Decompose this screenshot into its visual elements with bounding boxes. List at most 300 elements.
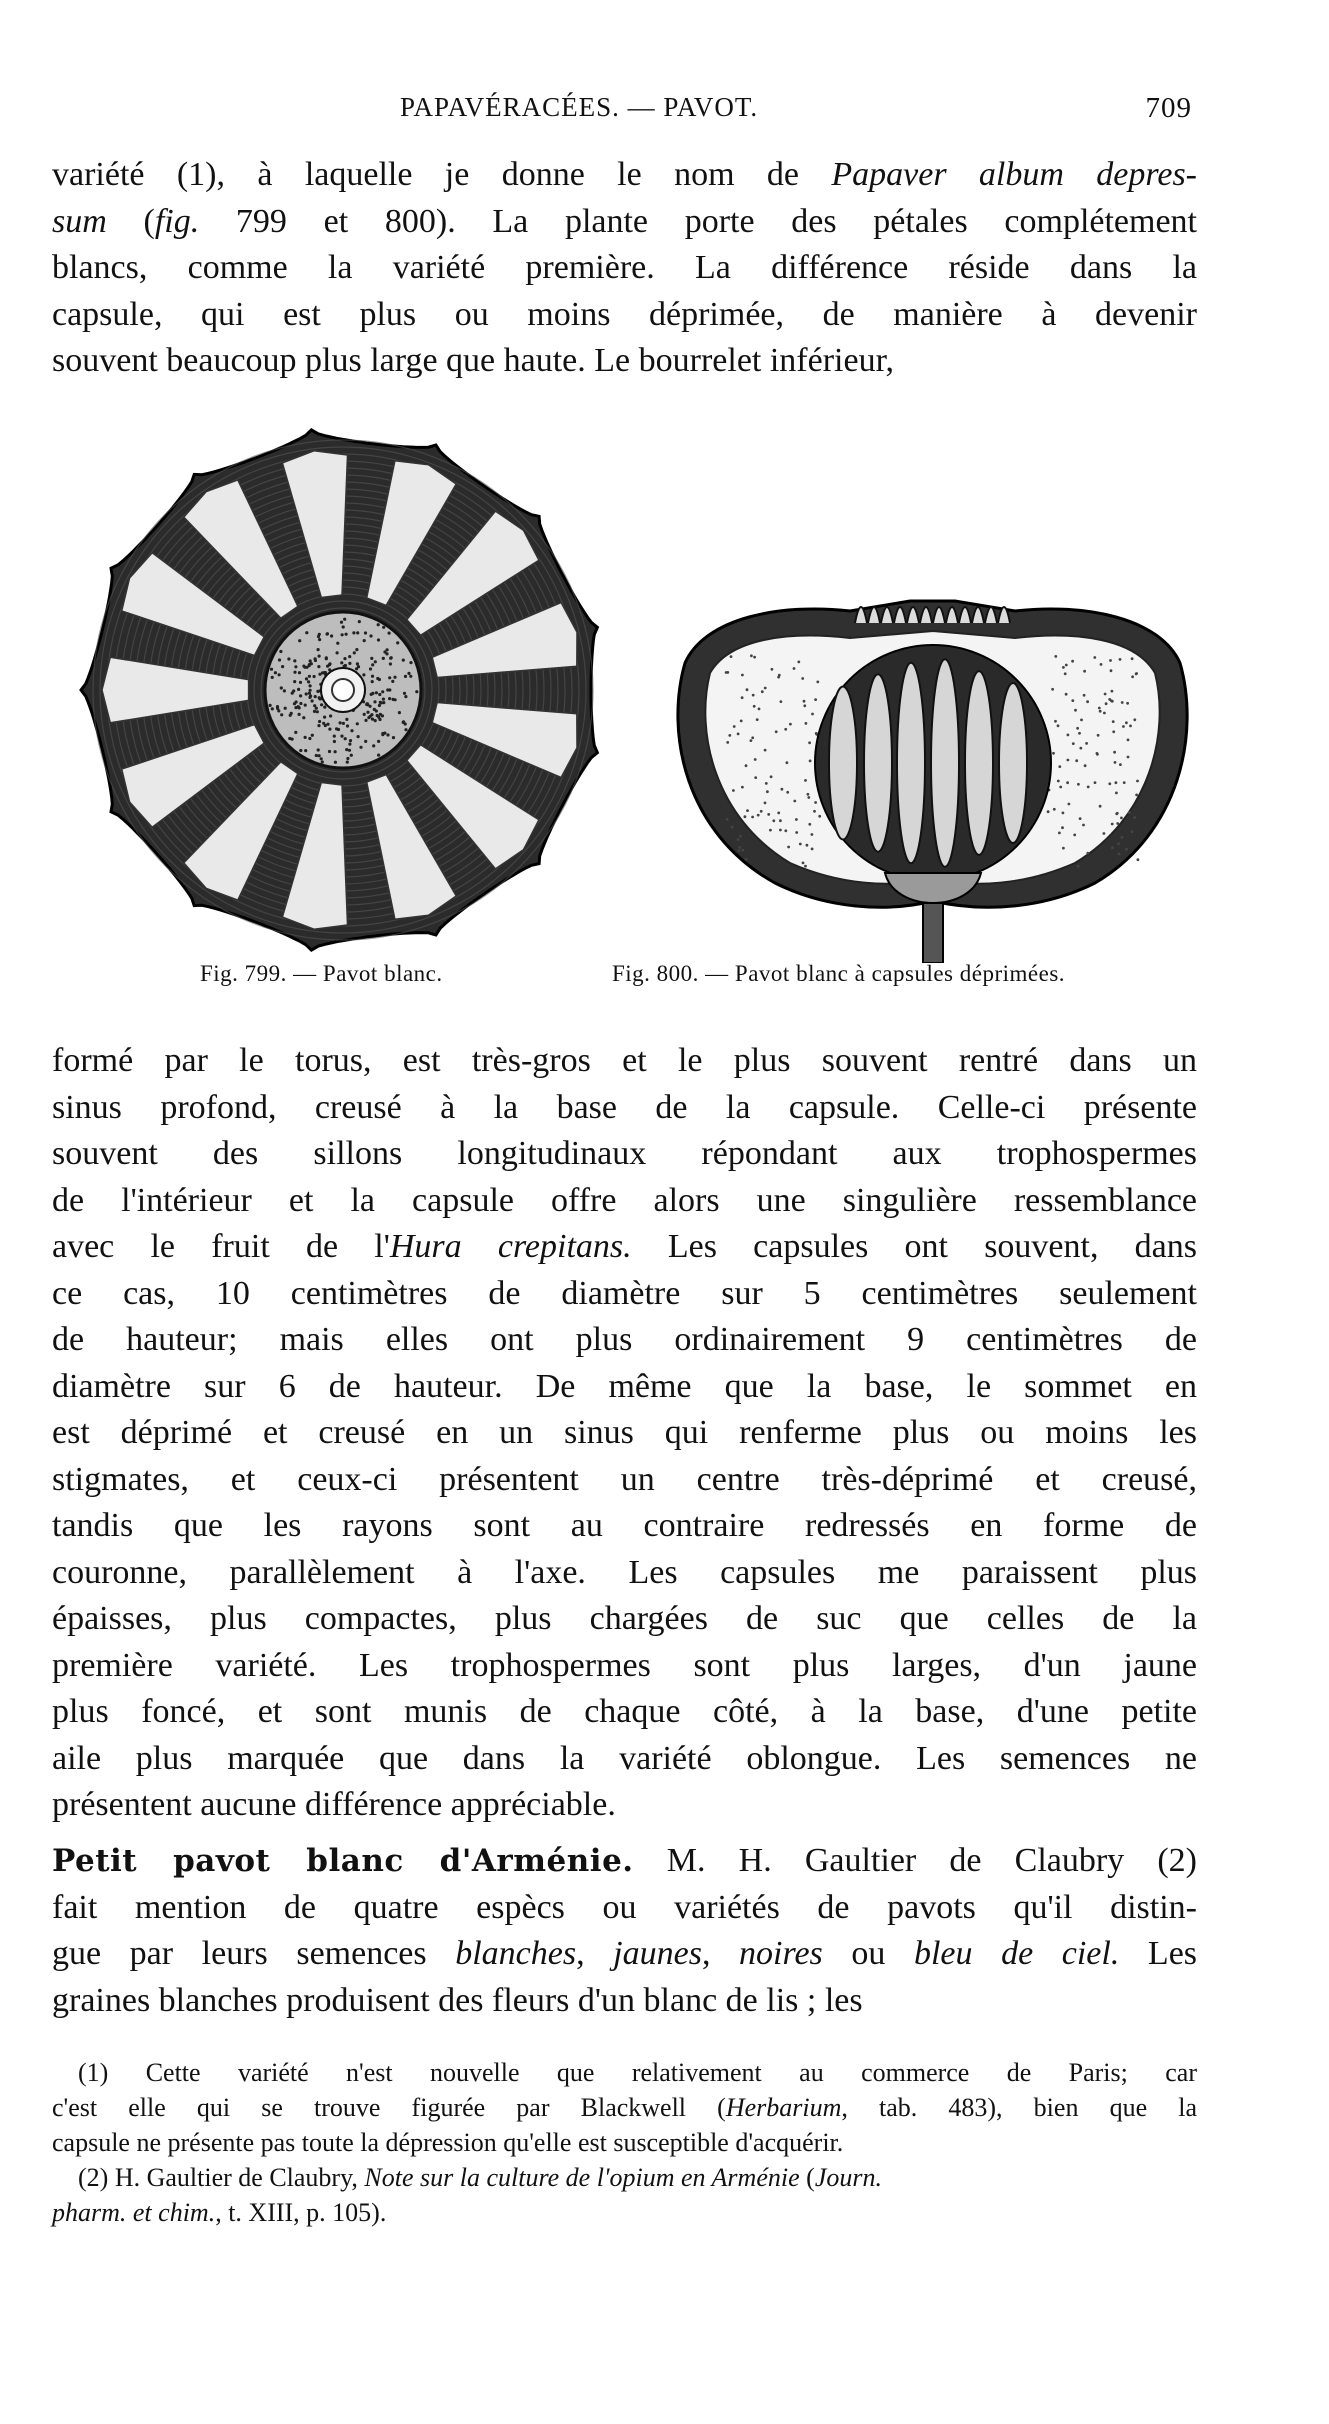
stipple-dot — [358, 620, 361, 623]
seed-dot — [751, 816, 754, 819]
stipple-dot — [326, 723, 329, 726]
seed-dot — [1115, 781, 1118, 784]
italic-text: fig. — [154, 202, 200, 240]
seed-dot — [767, 813, 770, 816]
stipple-dot — [298, 706, 301, 709]
seed-dot — [1120, 817, 1123, 820]
seed-dot — [793, 667, 796, 670]
seed-dot — [1115, 792, 1118, 795]
seed-dot — [1109, 659, 1112, 662]
stipple-dot — [393, 676, 396, 679]
stipple-dot — [299, 702, 302, 705]
seed-dot — [1135, 673, 1138, 676]
footnote-line: pharm. et chim., t. XIII, p. 105). — [52, 2198, 387, 2227]
seed-dot — [750, 739, 753, 742]
figure-800-caption: Fig. 800. — Pavot blanc à capsules déprimées. — [612, 961, 1066, 986]
running-title: PAPAVÉRACÉES. — PAVOT. — [400, 92, 759, 122]
stipple-dot — [334, 750, 337, 753]
seed-dot — [730, 655, 733, 658]
seed-dot — [1099, 805, 1102, 808]
trophosperm-plate — [864, 674, 892, 852]
stipple-dot — [302, 716, 305, 719]
stipple-dot — [340, 661, 343, 664]
seed-dot — [1075, 759, 1078, 762]
stipple-dot — [316, 710, 319, 713]
stipple-dot — [317, 724, 320, 727]
seed-dot — [1080, 719, 1083, 722]
stipple-dot — [377, 638, 380, 641]
stipple-dot — [318, 655, 321, 658]
italic-text: Note sur la culture de l'opium en Arménie — [364, 2163, 800, 2192]
seed-dot — [770, 775, 773, 778]
stipple-dot — [345, 718, 348, 721]
text-line: formé par le torus, est très-gros et le plus souvent rentré dans un — [52, 1042, 1197, 1079]
poppy-capsule-top-illustration — [62, 408, 624, 968]
stipple-dot — [357, 735, 360, 738]
seed-dot — [1122, 725, 1125, 728]
seed-dot — [1094, 781, 1097, 784]
seed-dot — [806, 844, 809, 847]
stipple-dot — [377, 623, 380, 626]
stipple-dot — [320, 757, 323, 760]
text-line: est déprimé et creusé en un sinus qui renferme plus ou moins les — [52, 1414, 1197, 1451]
stipple-dot — [348, 662, 351, 665]
seed-dot — [1085, 742, 1088, 745]
stipple-dot — [371, 675, 374, 678]
seed-dot — [1082, 824, 1085, 827]
stipple-dot — [343, 657, 346, 660]
stipple-dot — [402, 659, 405, 662]
seed-dot — [753, 656, 756, 659]
stipple-dot — [287, 657, 290, 660]
stipple-dot — [335, 727, 338, 730]
seed-dot — [1135, 794, 1138, 797]
stipple-dot — [321, 760, 324, 763]
stipple-dot — [299, 681, 302, 684]
footnote-line: capsule ne présente pas toute la dépression qu'elle est susceptible d'acquérir. — [52, 2128, 844, 2157]
stipple-dot — [318, 697, 321, 700]
seed-dot — [777, 812, 780, 815]
seed-dot — [1053, 808, 1056, 811]
stipple-dot — [329, 714, 332, 717]
seed-dot — [804, 779, 807, 782]
stipple-dot — [342, 625, 345, 628]
seed-dot — [1121, 701, 1124, 704]
stipple-dot — [277, 709, 280, 712]
stipple-dot — [328, 750, 331, 753]
stipple-dot — [388, 697, 391, 700]
stipple-dot — [323, 716, 326, 719]
section-lead: Petit pavot blanc d'Arménie. — [52, 1843, 634, 1879]
trophosperm-plate — [965, 671, 993, 855]
stipple-dot — [316, 690, 319, 693]
italic-text: noires — [739, 1935, 823, 1972]
seed-dot — [746, 809, 749, 812]
stipple-dot — [377, 716, 380, 719]
stipple-dot — [381, 714, 384, 717]
seed-dot — [1057, 724, 1060, 727]
stipple-dot — [283, 689, 286, 692]
stipple-dot — [328, 662, 331, 665]
italic-text: Papaver album depres- — [831, 156, 1198, 193]
seed-dot — [764, 802, 767, 805]
seed-dot — [814, 698, 817, 701]
stipple-dot — [382, 698, 385, 701]
stipple-dot — [339, 721, 342, 724]
stipple-dot — [381, 732, 384, 735]
figure-800-poppy-capsule-section — [655, 583, 1210, 963]
stipple-dot — [363, 713, 366, 716]
seed-dot — [779, 829, 782, 832]
stipple-dot — [402, 720, 405, 723]
seed-dot — [787, 846, 790, 849]
seed-dot — [1068, 803, 1071, 806]
stipple-dot — [348, 749, 351, 752]
stipple-dot — [280, 686, 283, 689]
stipple-dot — [389, 662, 392, 665]
seed-dot — [1133, 718, 1136, 721]
seed-dot — [811, 848, 814, 851]
stipple-dot — [308, 737, 311, 740]
seed-dot — [752, 694, 755, 697]
seed-dot — [1062, 847, 1065, 850]
text-line: capsule, qui est plus ou moins déprimée, de manière à devenir — [52, 295, 1197, 333]
seed-dot — [808, 823, 811, 826]
text-line: présentent aucune différence appréciable. — [52, 1786, 616, 1823]
stipple-dot — [386, 688, 389, 691]
text-line: souvent beaucoup plus large que haute. Le bourrelet inférieur, — [52, 342, 895, 379]
seed-dot — [1062, 812, 1065, 815]
text-line: première variété. Les trophospermes sont plus larges, d'un jaune — [52, 1646, 1197, 1684]
text-line: fait mention de quatre espècs ou variétés de pavots qu'il distin- — [52, 1888, 1197, 1926]
stipple-dot — [271, 707, 274, 710]
seed-dot — [1054, 655, 1057, 658]
stipple-dot — [342, 722, 345, 725]
stipple-dot — [330, 634, 333, 637]
stipple-dot — [382, 657, 385, 660]
stipple-dot — [305, 692, 308, 695]
stipple-dot — [370, 657, 373, 660]
seed-dot — [1059, 786, 1062, 789]
seed-dot — [1104, 693, 1107, 696]
seed-dot — [1098, 707, 1101, 710]
seed-dot — [811, 833, 814, 836]
stipple-dot — [293, 680, 296, 683]
seed-dot — [758, 708, 761, 711]
seed-dot — [1067, 734, 1070, 737]
stipple-dot — [317, 635, 320, 638]
figure-799-caption: Fig. 799. — Pavot blanc. — [200, 961, 443, 986]
stipple-dot — [326, 633, 329, 636]
seed-dot — [728, 734, 731, 737]
seed-dot — [753, 705, 756, 708]
stipple-dot — [284, 707, 287, 710]
seed-dot — [1057, 780, 1060, 783]
seed-dot — [1076, 727, 1079, 730]
seed-dot — [1073, 834, 1076, 837]
stipple-dot — [356, 662, 359, 665]
stipple-dot — [346, 724, 349, 727]
stipple-dot — [304, 749, 307, 752]
seed-dot — [809, 760, 812, 763]
stem — [923, 903, 943, 963]
seed-dot — [1074, 709, 1077, 712]
seed-dot — [1077, 865, 1080, 868]
seed-dot — [726, 818, 729, 821]
stipple-dot — [371, 692, 374, 695]
text-line: Petit pavot blanc d'Arménie. M. H. Gaultier de Claubry (2) — [52, 1842, 1197, 1879]
stipple-dot — [304, 736, 307, 739]
seed-dot — [725, 671, 728, 674]
italic-text: pharm. et chim. — [52, 2198, 216, 2227]
stipple-dot — [341, 633, 344, 636]
seed-dot — [780, 700, 783, 703]
seed-dot — [803, 704, 806, 707]
text-line: sinus profond, creusé à la base de la capsule. Celle-ci présente — [52, 1088, 1197, 1126]
seed-dot — [1100, 663, 1103, 666]
stipple-dot — [382, 626, 385, 629]
text-line: aile plus marquée que dans la variété oblongue. Les semences ne — [52, 1739, 1197, 1777]
stipple-dot — [373, 700, 376, 703]
seed-dot — [1115, 812, 1118, 815]
seed-dot — [803, 700, 806, 703]
seed-dot — [778, 674, 781, 677]
trophosperm-plate — [897, 663, 925, 864]
seed-dot — [1111, 846, 1114, 849]
stipple-dot — [404, 695, 407, 698]
stipple-dot — [348, 743, 351, 746]
italic-text: Hura crepitans. — [389, 1228, 632, 1265]
text-line: stigmates, et ceux-ci présentent un centre très-déprimé et creusé, — [52, 1460, 1197, 1498]
stipple-dot — [371, 663, 374, 666]
seed-dot — [1077, 783, 1080, 786]
stipple-dot — [308, 692, 311, 695]
stipple-dot — [333, 735, 336, 738]
stipple-dot — [353, 651, 356, 654]
seed-dot — [805, 722, 808, 725]
seed-dot — [808, 741, 811, 744]
stipple-dot — [298, 671, 301, 674]
stipple-dot — [383, 650, 386, 653]
seed-dot — [751, 736, 754, 739]
seed-dot — [732, 789, 735, 792]
stipple-dot — [371, 718, 374, 721]
seed-dot — [1112, 730, 1115, 733]
stipple-dot — [352, 631, 355, 634]
seed-dot — [1108, 782, 1111, 785]
paragraph-3 — [52, 1838, 1197, 2024]
seed-dot — [1096, 752, 1099, 755]
stipple-dot — [369, 634, 372, 637]
seed-dot — [738, 849, 741, 852]
stipple-dot — [404, 675, 407, 678]
seed-dot — [740, 720, 743, 723]
stipple-dot — [336, 651, 339, 654]
seed-dot — [1054, 720, 1057, 723]
stipple-dot — [309, 689, 312, 692]
stipple-dot — [308, 675, 311, 678]
seed-dot — [795, 831, 798, 834]
stipple-dot — [313, 710, 316, 713]
text-line: de l'intérieur et la capsule offre alors une singulière ressemblance — [52, 1181, 1197, 1219]
seed-dot — [745, 858, 748, 861]
text-line: graines blanches produisent des fleurs d'un blanc de lis ; les — [52, 1981, 863, 2019]
stipple-dot — [376, 677, 379, 680]
stipple-dot — [302, 665, 305, 668]
seed-dot — [1126, 702, 1129, 705]
seed-dot — [750, 654, 753, 657]
stipple-dot — [370, 713, 373, 716]
text-line: avec le fruit de l'Hura crepitans. Les capsules ont souvent, dans — [52, 1228, 1198, 1265]
stipple-dot — [345, 633, 348, 636]
stipple-dot — [322, 722, 325, 725]
seed-dot — [1065, 693, 1068, 696]
stipple-dot — [350, 754, 353, 757]
seed-dot — [739, 835, 742, 838]
seed-dot — [754, 758, 757, 761]
stipple-dot — [348, 655, 351, 658]
stipple-dot — [314, 695, 317, 698]
stipple-dot — [366, 702, 369, 705]
footnotes — [52, 2055, 1197, 2230]
running-head — [52, 92, 1192, 136]
trophosperm-plate — [999, 683, 1027, 843]
stipple-dot — [369, 667, 372, 670]
seed-dot — [1113, 751, 1116, 754]
seed-dot — [814, 801, 817, 804]
text-line: plus foncé, et sont munis de chaque côté, à la base, d'une petite — [52, 1693, 1197, 1730]
seed-dot — [1111, 823, 1114, 826]
stipple-dot — [346, 761, 349, 764]
stipple-dot — [396, 641, 399, 644]
seed-dot — [1131, 675, 1134, 678]
seed-dot — [1137, 858, 1140, 861]
seed-dot — [737, 838, 740, 841]
stipple-dot — [409, 661, 412, 664]
stipple-dot — [305, 677, 308, 680]
seed-dot — [741, 849, 744, 852]
italic-text: Journ. — [814, 2163, 882, 2192]
stipple-dot — [276, 705, 279, 708]
stipple-dot — [388, 676, 391, 679]
seed-dot — [1052, 752, 1055, 755]
stipple-dot — [364, 719, 367, 722]
seed-dot — [1112, 720, 1115, 723]
stipple-dot — [367, 716, 370, 719]
stipple-dot — [323, 706, 326, 709]
stipple-dot — [278, 658, 281, 661]
stipple-dot — [308, 696, 311, 699]
seed-dot — [1065, 664, 1068, 667]
stipple-dot — [377, 754, 380, 757]
stipple-dot — [294, 731, 297, 734]
stipple-dot — [298, 639, 301, 642]
stipple-dot — [364, 631, 367, 634]
text-line: gue par leurs semences blanches, jaunes, noires ou bleu de ciel. Les — [52, 1935, 1198, 1972]
stipple-dot — [317, 648, 320, 651]
paragraph-2 — [52, 1038, 1197, 1829]
seed-dot — [764, 687, 767, 690]
stipple-dot — [378, 704, 381, 707]
stipple-dot — [375, 691, 378, 694]
seed-dot — [786, 791, 789, 794]
stipple-dot — [355, 667, 358, 670]
seed-dot — [1131, 830, 1134, 833]
center-pore — [332, 679, 354, 701]
seed-dot — [1114, 761, 1117, 764]
text-line: couronne, parallèlement à l'axe. Les capsules me paraissent plus — [52, 1553, 1197, 1591]
seed-dot — [807, 796, 810, 799]
stipple-dot — [320, 703, 323, 706]
seed-dot — [772, 819, 775, 822]
stipple-dot — [270, 668, 273, 671]
seed-dot — [811, 713, 814, 716]
seed-dot — [789, 723, 792, 726]
stipple-dot — [307, 680, 310, 683]
seed-dot — [1066, 781, 1069, 784]
seed-dot — [1062, 666, 1065, 669]
seed-dot — [1078, 732, 1081, 735]
seed-dot — [1071, 699, 1074, 702]
stipple-dot — [304, 704, 307, 707]
stipple-dot — [314, 657, 317, 660]
stipple-dot — [317, 748, 320, 751]
stipple-dot — [294, 706, 297, 709]
seed-dot — [815, 732, 818, 735]
seed-dot — [799, 843, 802, 846]
seed-dot — [816, 681, 819, 684]
paragraph-1 — [52, 152, 1197, 385]
stipple-dot — [293, 671, 296, 674]
text-line: épaisses, plus compactes, plus chargées de suc que celles de la — [52, 1600, 1197, 1637]
seed-dot — [1129, 725, 1132, 728]
figure-799-poppy-capsule-top-view — [62, 408, 624, 968]
seed-dot — [754, 776, 757, 779]
text-line: de hauteur; mais elles ont plus ordinairement 9 centimètres de — [52, 1321, 1197, 1358]
seed-dot — [1127, 739, 1130, 742]
stipple-dot — [313, 675, 316, 678]
seed-dot — [793, 800, 796, 803]
seed-dot — [765, 782, 768, 785]
text-line: tandis que les rayons sont au contraire redressés en forme de — [52, 1507, 1197, 1544]
seed-dot — [1093, 656, 1096, 659]
seed-dot — [1086, 700, 1089, 703]
stipple-dot — [299, 694, 302, 697]
seed-dot — [745, 764, 748, 767]
seed-dot — [1119, 763, 1122, 766]
seed-dot — [1064, 672, 1067, 675]
stipple-dot — [407, 672, 410, 675]
stipple-dot — [404, 728, 407, 731]
seed-dot — [1083, 670, 1086, 673]
text-line: diamètre sur 6 de hauteur. De même que la base, le sommet en — [52, 1367, 1197, 1405]
stipple-dot — [392, 698, 395, 701]
stipple-dot — [377, 740, 380, 743]
seed-dot — [764, 749, 767, 752]
stipple-dot — [311, 699, 314, 702]
seed-dot — [1128, 811, 1131, 814]
seed-dot — [726, 741, 729, 744]
seed-dot — [1071, 660, 1074, 663]
stipple-dot — [318, 754, 321, 757]
stipple-dot — [317, 665, 320, 668]
stipple-dot — [305, 631, 308, 634]
stipple-dot — [340, 735, 343, 738]
seed-dot — [761, 690, 764, 693]
seed-dot — [1084, 764, 1087, 767]
seed-dot — [802, 862, 805, 865]
seed-dot — [1083, 694, 1086, 697]
